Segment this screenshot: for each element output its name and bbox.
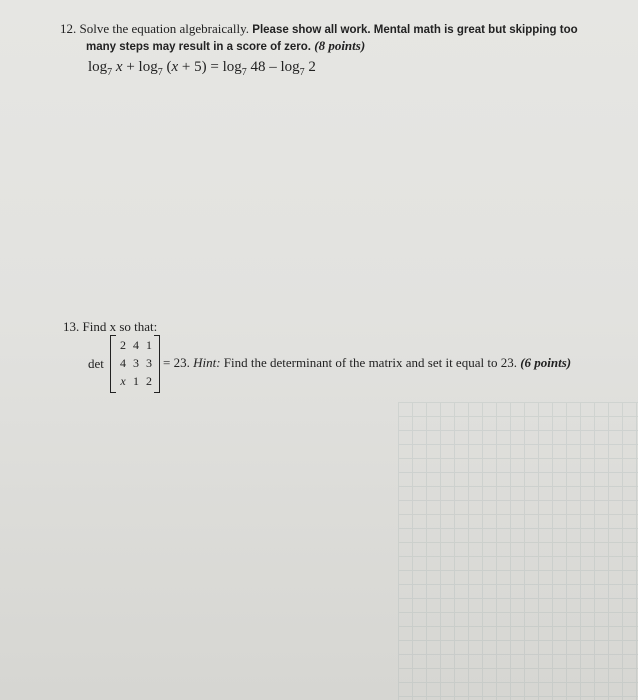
- matrix-cell: 4: [120, 356, 126, 370]
- det-label: det: [88, 356, 104, 371]
- points-label: (6 points): [520, 355, 572, 370]
- points-label: (8 points): [314, 38, 366, 53]
- bleed-through-handwriting: [60, 405, 390, 675]
- matrix-cell: 4: [133, 338, 139, 352]
- question-13-title: 13. Find x so that:: [63, 319, 158, 334]
- matrix-cell: 3: [146, 356, 152, 370]
- matrix: [110, 335, 160, 393]
- hint-label: Hint:: [193, 355, 221, 370]
- hint-text: Find the determinant of the matrix and set it equal to 23.: [223, 355, 517, 370]
- matrix-cell: 3: [133, 356, 139, 370]
- question-13-hint-line: [163, 355, 571, 371]
- det-result: = 23.: [163, 355, 190, 370]
- matrix-cell: x: [120, 374, 126, 388]
- question-number: 12.: [60, 21, 77, 36]
- matrix-cell: 2: [120, 338, 126, 352]
- matrix-cell: 2: [146, 374, 152, 388]
- score-warning: many steps may result in a score of zero.: [86, 41, 311, 53]
- question-12-prompt: Solve the equation algebraically.: [79, 21, 250, 36]
- det-bar-right: [159, 335, 160, 391]
- bleed-through-grid: [398, 402, 638, 700]
- question-12-line2: [86, 37, 586, 56]
- mental-math-note: Mental math is great but skipping too: [373, 24, 578, 36]
- matrix-cell: 1: [146, 338, 152, 352]
- det-bar-left: [110, 335, 111, 391]
- work-instruction: Please show all work.: [252, 24, 371, 36]
- log-equation: $\log_7 x + \log_7 (x + 5) = \log_7 48 - \log_7 2$: [88, 59, 316, 78]
- matrix-cell: 1: [133, 374, 139, 388]
